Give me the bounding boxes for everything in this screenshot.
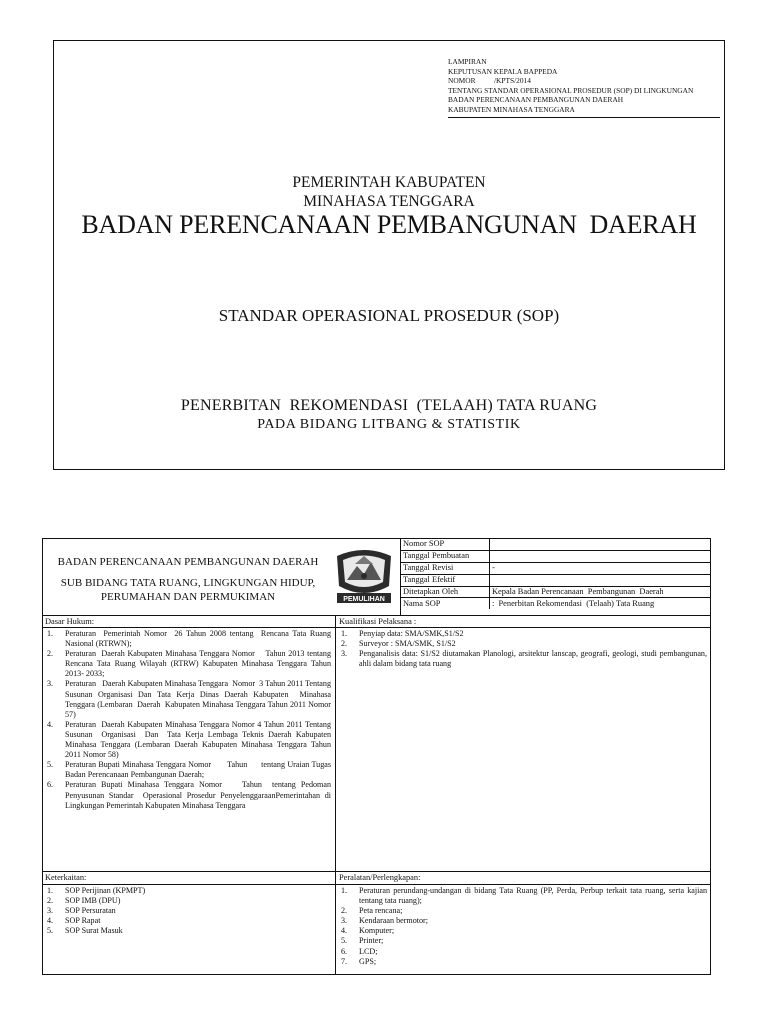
dasar-hukum-list [45, 629, 338, 811]
nomor-sop-value [490, 539, 711, 550]
ditetapkan-value: Kepala Badan Perencanaan Pembangunan Daerah [490, 586, 711, 598]
list-item: 3. Kendaraan bermotor; [341, 916, 428, 926]
kualifikasi-title: Kualifikasi Pelaksana : [339, 617, 417, 626]
divider-middle [43, 871, 710, 872]
nama-sop-label: Nama SOP [401, 598, 490, 610]
kualifikasi-list [339, 629, 707, 669]
subject-line-2: PADA BIDANG LITBANG & STATISTIK [257, 417, 521, 432]
info-row-pembuatan [401, 550, 710, 562]
list-item: 6. Peraturan Bupati Minahasa Tenggara Nomor Tahun tentang Pedoman Penyusunan Standar Operasional Prosedur PenyelenggaraanPemerintahan di Lingkungan Pemerintah Kabupaten Minahasa Tenggara [47, 780, 334, 810]
list-item: 1. SOP Perijinan (KPMPT) [47, 886, 146, 895]
tanggal-pembuatan-label: Tanggal Pembuatan [401, 550, 490, 562]
government-line-1: PEMERINTAH KABUPATEN [292, 174, 486, 191]
list-item: 5. Peraturan Bupati Minahasa Tenggara Nomor Tahun tentang Uraian Tugas Badan Perencanaan Pembangunan Daerah; [47, 760, 338, 780]
lampiran-line: TENTANG STANDAR OPERASIONAL PROSEDUR (SOP) DI LINGKUNGAN [448, 85, 694, 95]
lampiran-rule [448, 117, 720, 118]
tanggal-revisi-value: - [490, 562, 711, 574]
keterkaitan-rule [43, 884, 335, 885]
peralatan-title: Peralatan/Perlengkapan: [339, 873, 421, 882]
info-row-revisi [401, 562, 710, 574]
list-item: 5. SOP Surat Masuk [47, 926, 123, 936]
sop-info-table [401, 539, 710, 609]
sub-bidang [43, 576, 333, 604]
divider-column-top [335, 615, 336, 871]
nomor-sop-label: Nomor SOP [401, 539, 490, 550]
list-item: 1. Peraturan perundang-undangan di bidang Tata Ruang (PP, Perda, Perbup terkait tata ruang, serta kajian tentang tata ruang); [341, 886, 707, 906]
nama-sop-value: : Penerbitan Rekomendasi (Telaah) Tata Ruang [492, 598, 655, 608]
dasar-hukum-rule [43, 627, 335, 628]
sop-header-org [43, 539, 401, 615]
document-type: STANDAR OPERASIONAL PROSEDUR (SOP) [218, 306, 560, 325]
cover-page [53, 40, 725, 470]
info-row-ditetapkan [401, 586, 710, 598]
government-line-2: MINAHASA TENGGARA [303, 193, 475, 210]
lampiran-line: NOMOR /KPTS/2014 [448, 76, 531, 86]
tanggal-efektif-label: Tanggal Efektif [401, 574, 490, 586]
emblem-motto: PEMULIHAN [343, 596, 385, 603]
list-item: 6. LCD; [341, 946, 378, 956]
keterkaitan-title: Keterkaitan: [45, 873, 87, 882]
list-item: 7. GPS; [341, 956, 377, 966]
list-item: 1. Peraturan Pemerintah Nomor 26 Tahun 2008 tentang Rencana Tata Ruang Nasional (RTRWN); [47, 629, 334, 649]
lampiran-line: BADAN PERENCANAAN PEMBANGUNAN DAERAH [448, 95, 624, 105]
divider-column-bottom [335, 871, 336, 975]
subject-line-1: PENERBITAN REKOMENDASI (TELAAH) TATA RUANG [180, 397, 598, 414]
divider-header [43, 615, 710, 616]
list-item: 2. SOP IMB (DPU) [47, 896, 121, 906]
ditetapkan-label: Ditetapkan Oleh [401, 586, 490, 598]
list-item: 4. Komputer; [341, 926, 395, 936]
agency-title: BADAN PERENCANAAN PEMBANGUNAN DAERAH [81, 210, 697, 239]
tanggal-pembuatan-value [490, 550, 711, 562]
info-row-nomor [401, 539, 710, 550]
regency-emblem [333, 542, 395, 606]
org-name: BADAN PERENCANAAN PEMBANGUNAN DAERAH [57, 556, 319, 568]
list-item: 2. Peraturan Daerah Kabupaten Minahasa Tenggara Nomor Tahun 2013 tentang Rencana Tata Ruang Wilayah (RTRW) Kabupaten Minahasa Tenggara Tahun 2013- 2033; [47, 649, 336, 679]
lampiran-line: LAMPIRAN [448, 57, 487, 66]
dasar-hukum-title: Dasar Hukum: [45, 617, 95, 626]
list-item: 3. SOP Persuratan [47, 906, 116, 916]
list-item: 1. Penyiap data: SMA/SMK,S1/S2 [341, 629, 464, 638]
list-item: 4. SOP Rapat [47, 916, 101, 926]
list-item: 4. Peraturan Daerah Kabupaten Minahasa Tenggara Nomor 4 Tahun 2011 Tentang Susunan Organisasi Dan Tata Kerja Lembaga Teknis Daerah Kabupaten Minahasa Tenggara (Lembaran Daerah Kabupaten Minahasa Tenggara Tahun 2011 Nomor 58) [47, 719, 336, 760]
keterkaitan-list [45, 886, 331, 936]
sub-bidang-line-1: SUB BIDANG TATA RUANG, LINGKUNGAN HIDUP, [60, 577, 316, 589]
lampiran-block [448, 57, 720, 118]
list-item: 3. Penganalisis data: S1/S2 diutamakan Planologi, arsitektur lanscap, geografi, geologi, studi pembangunan, ahli dalam bidang tata ruang [341, 649, 707, 669]
list-item: 2. Surveyor : SMA/SMK, S1/S2 [341, 639, 456, 649]
info-row-nama [401, 598, 710, 610]
list-item: 3. Peraturan Daerah Kabupaten Minahasa Tenggara Nomor 3 Tahun 2011 Tentang Susunan Organisasi Dan Tata Kerja Dinas Daerah Kabupaten Minahasa Tenggara (Lembaran Daerah Kabupaten Minahasa Tenggara Tahun 2011 Nomor 57) [47, 679, 336, 719]
tanggal-revisi-label: Tanggal Revisi [401, 562, 490, 574]
lampiran-line: KABUPATEN MINAHASA TENGGARA [448, 104, 575, 114]
peralatan-list [339, 886, 707, 967]
sub-bidang-line-2: PERUMAHAN DAN PERMUKIMAN [100, 591, 276, 603]
kualifikasi-rule [335, 627, 710, 628]
list-item: 2. Peta rencana; [341, 906, 403, 916]
tanggal-efektif-value [490, 574, 711, 586]
lampiran-line: KEPUTUSAN KEPALA BAPPEDA [448, 66, 558, 76]
info-row-efektif [401, 574, 710, 586]
sop-table [42, 538, 711, 975]
list-item: 5. Printer; [341, 936, 384, 946]
peralatan-rule [335, 884, 710, 885]
